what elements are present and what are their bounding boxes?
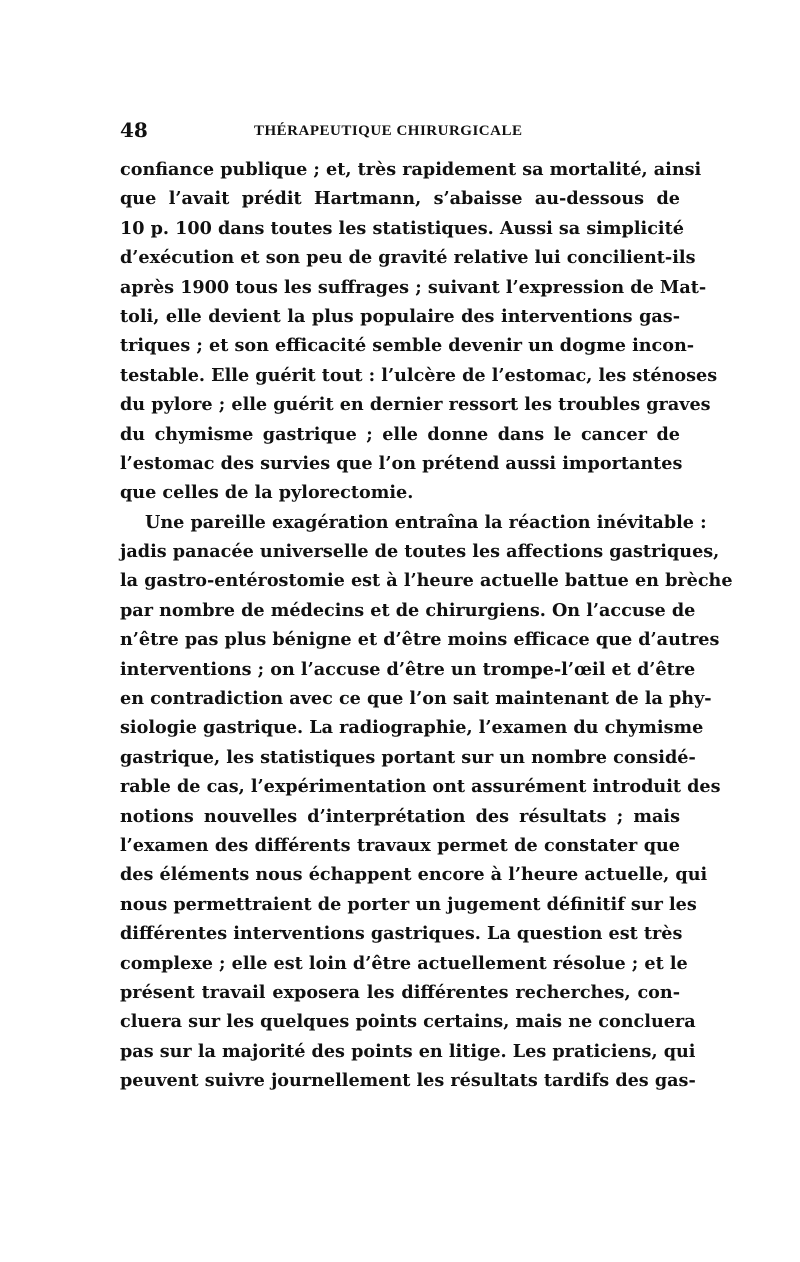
text-line: présent travail exposera les différentes recherches, con- (120, 981, 680, 1003)
text-line: que l’avait prédit Hartmann, s’abaisse au-dessous de (120, 188, 680, 210)
text-line: triques ; et son efficacité semble devenir un dogme incon- (120, 335, 695, 357)
text-line: n’être pas plus bénigne et d’être moins efficace que d’autres (120, 629, 720, 651)
text-line: jadis panacée universelle de toutes les affections gastriques, (120, 541, 720, 563)
text-line: interventions ; on l’accuse d’être un trompe-l’œil et d’être (120, 658, 696, 680)
text-line: du chymisme gastrique ; elle donne dans le cancer de (120, 423, 680, 445)
text-line: du pylore ; elle guérit en dernier ressort les troubles graves (120, 394, 711, 416)
text-line: différentes interventions gastriques. La question est très (120, 923, 683, 945)
text-line: d’exécution et son peu de gravité relative lui concilient-ils (120, 247, 696, 269)
text-line: après 1900 tous les suffrages ; suivant l’expression de Mat- (120, 276, 707, 298)
text-line: peuvent suivre journellement les résultats tardifs des gas- (120, 1070, 696, 1092)
text-line: complexe ; elle est loin d’être actuellement résolue ; et le (120, 952, 688, 974)
running-title: THÉRAPEUTIQUE CHIRURGICALE (254, 123, 523, 139)
text-line: confiance publique ; et, très rapidement sa mortalité, ainsi (120, 159, 702, 180)
running-head (120, 118, 680, 142)
paragraph-first-line: Une pareille exagération entraîna la réaction inévitable : (145, 511, 707, 533)
text-line: des éléments nous échappent encore à l’heure actuelle, qui (120, 864, 708, 886)
text-line: l’examen des différents travaux permet de constater que (120, 834, 680, 856)
page-number: 48 (120, 118, 148, 142)
text-line: toli, elle devient la plus populaire des interventions gas- (120, 305, 680, 327)
text-line: nous permettraient de porter un jugement définitif sur les (120, 893, 697, 915)
text-line: gastrique, les statistiques portant sur un nombre considé- (120, 746, 696, 768)
text-line: 10 p. 100 dans toutes les statistiques. Aussi sa simplicité (120, 217, 684, 239)
text-line: l’estomac des survies que l’on prétend aussi importantes (120, 452, 683, 474)
text-line: par nombre de médecins et de chirurgiens. On l’accuse de (120, 599, 696, 621)
body-text (120, 155, 733, 1096)
text-line: en contradiction avec ce que l’on sait maintenant de la phy- (120, 688, 712, 710)
text-line: siologie gastrique. La radiographie, l’examen du chymisme (120, 717, 704, 739)
text-line: la gastro-entérostomie est à l’heure actuelle battue en brèche (120, 570, 733, 592)
text-line: rable de cas, l’expérimentation ont assurément introduit des (120, 776, 721, 798)
text-line: notions nouvelles d’interprétation des résultats ; mais (120, 805, 680, 827)
text-line: cluera sur les quelques points certains, mais ne concluera (120, 1011, 696, 1033)
text-line: testable. Elle guérit tout : l’ulcère de l’estomac, les sténoses (120, 364, 718, 386)
paragraph-last-line: que celles de la pylorectomie. (120, 482, 414, 504)
text-line: pas sur la majorité des points en litige. Les praticiens, qui (120, 1040, 696, 1062)
